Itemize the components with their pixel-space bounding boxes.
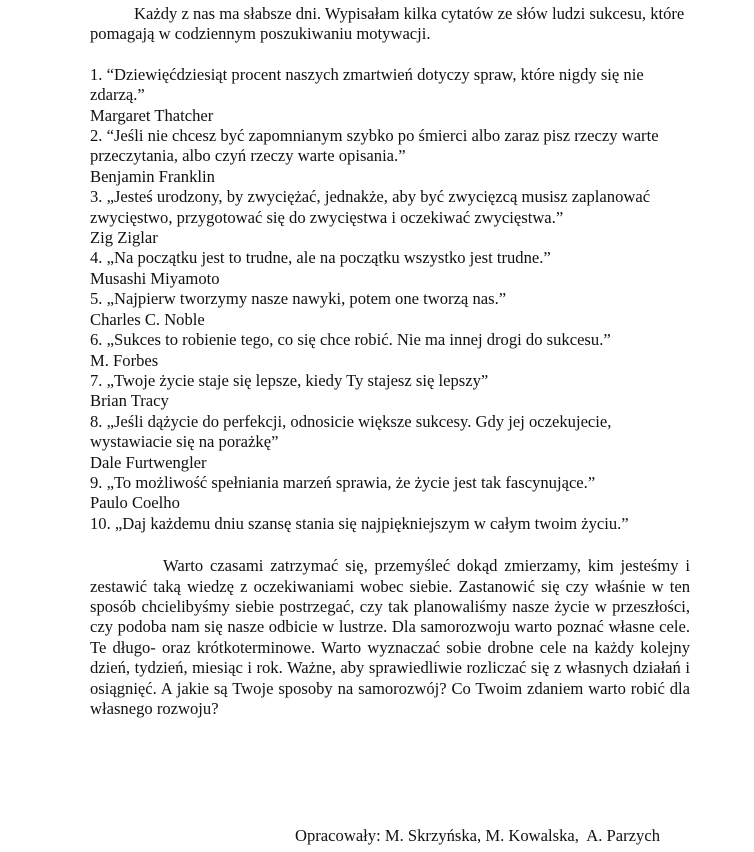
quote-text: 5. „Najpierw tworzymy nasze nawyki, potem one tworzą nas.”	[90, 289, 507, 309]
quote-text: 7. „Twoje życie staje się lepsze, kiedy Ty stajesz się lepszy”	[90, 370, 489, 390]
quote-item-2	[90, 126, 690, 187]
document-page	[90, 0, 690, 719]
quote-text: 3. „Jesteś urodzony, by zwyciężać, jednakże, aby być zwycięzcą musisz zaplanować zwycięstwo, przygotować się do zwycięstwa i oczekiwać zwycięstwa.”	[90, 187, 651, 227]
quote-author: M. Forbes	[90, 350, 159, 370]
quote-author: Margaret Thatcher	[90, 105, 214, 125]
quote-author: Brian Tracy	[90, 391, 169, 411]
spacer	[90, 45, 690, 65]
quote-text: 8. „Jeśli dążycie do perfekcji, odnosicie większe sukcesy. Gdy jej oczekujecie, wystawiacie się na porażkę”	[90, 411, 612, 452]
quote-item-6	[90, 330, 690, 371]
quote-author: Dale Furtwengler	[90, 452, 207, 472]
signature-line: Opracowały: M. Skrzyńska, M. Kowalska, A. Parzych	[295, 826, 660, 845]
quote-item-9	[90, 473, 690, 514]
quote-item-8	[90, 412, 690, 473]
quote-author: Benjamin Franklin	[90, 166, 215, 186]
quote-item-10	[90, 514, 690, 534]
quote-item-1	[90, 65, 690, 126]
quote-text: 4. „Na początku jest to trudne, ale na początku wszystko jest trudne.”	[90, 248, 551, 268]
quote-text: 1. “Dziewięćdziesiąt procent naszych zmartwień dotyczy spraw, które nigdy się nie zdarzą.”	[90, 64, 644, 105]
quote-item-4	[90, 248, 690, 289]
quote-text: 2. “Jeśli nie chcesz być zapomnianym szybko po śmierci albo zaraz pisz rzeczy warte przeczytania, albo czyń rzeczy warte opisania.”	[90, 126, 659, 166]
spacer	[90, 534, 690, 556]
quote-item-5	[90, 289, 690, 330]
quote-item-3	[90, 187, 690, 248]
quote-text: 9. „To możliwość spełniania marzeń sprawia, że życie jest tak fascynujące.”	[90, 472, 596, 492]
quote-text: 10. „Daj każdemu dniu szansę stania się najpiękniejszym w całym twoim życiu.”	[90, 513, 629, 533]
quote-list	[90, 65, 690, 534]
closing-paragraph: Warto czasami zatrzymać się, przemyśleć dokąd zmierzamy, kim jesteśmy i zestawić taką wiedzę z oczekiwaniami wobec siebie. Zastanowić się czy właśnie w ten sposób chcielibyśmy siebie postrzegać, czy tak planowaliśmy nasze życie w przeszłości, czy podoba nam się nasze odbicie w lustrze. Dla samorozwoju warto poznać własne cele. Te długo- oraz krótkoterminowe. Warto wyznaczać sobie drobne cele na każdy kolejny dzień, tydzień, miesiąc i rok. Ważne, aby sprawiedliwie rozliczać się z własnych działań i osiągnięć. A jakie są Twoje sposoby na samorozwój? Co Twoim zdaniem warto robić dla własnego rozwoju?	[90, 556, 690, 718]
quote-author: Paulo Coelho	[90, 493, 180, 513]
quote-author: Musashi Miyamoto	[90, 268, 220, 288]
quote-author: Zig Ziglar	[90, 228, 158, 248]
quote-item-7	[90, 371, 690, 412]
quote-text: 6. „Sukces to robienie tego, co się chce robić. Nie ma innej drogi do sukcesu.”	[90, 330, 611, 350]
quote-author: Charles C. Noble	[90, 309, 205, 329]
intro-paragraph: Każdy z nas ma słabsze dni. Wypisałam kilka cytatów ze słów ludzi sukcesu, które pomagają w codziennym poszukiwaniu motywacji.	[90, 4, 685, 44]
